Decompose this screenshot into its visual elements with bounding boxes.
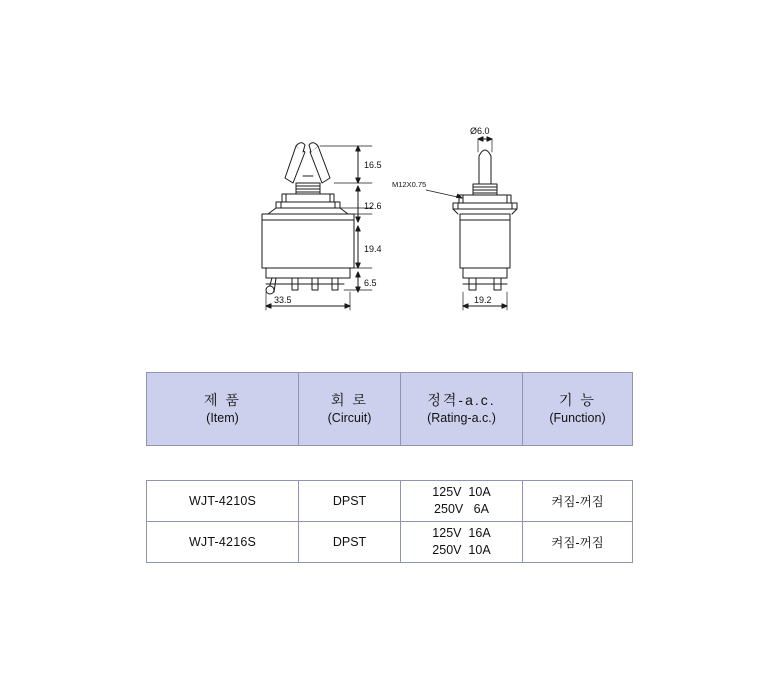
cell-circuit: DPST bbox=[299, 522, 401, 563]
dim-label-6-5: 6.5 bbox=[364, 278, 377, 288]
cell-rating-line1: 125V 10A bbox=[432, 485, 491, 500]
header-item-en: (Item) bbox=[206, 411, 239, 426]
header-rating-ko: 정격-a.c. bbox=[427, 392, 496, 409]
dim-label-diameter-6-0: Ø6.0 bbox=[470, 126, 490, 136]
header-cell-function bbox=[523, 373, 633, 446]
cell-item: WJT-4216S bbox=[147, 522, 299, 563]
spec-table-header bbox=[146, 372, 633, 446]
header-rating-en: (Rating-a.c.) bbox=[427, 411, 496, 426]
header-item-ko: 제 품 bbox=[204, 392, 241, 409]
header-cell-item bbox=[147, 373, 299, 446]
table-row bbox=[147, 522, 633, 563]
header-cell-circuit bbox=[299, 373, 401, 446]
header-function-en: (Function) bbox=[549, 411, 606, 426]
dim-label-12-6: 12.6 bbox=[364, 201, 382, 211]
table-row bbox=[147, 481, 633, 522]
table-header-row bbox=[147, 373, 633, 446]
dim-label-19-4: 19.4 bbox=[364, 244, 382, 254]
cell-rating bbox=[401, 522, 523, 563]
dim-label-16-5: 16.5 bbox=[364, 160, 382, 170]
cell-rating-line2: 250V 10A bbox=[432, 543, 491, 557]
spec-table-body bbox=[146, 480, 633, 563]
dim-label-19-2: 19.2 bbox=[474, 295, 492, 305]
cell-function: 켜짐-꺼짐 bbox=[523, 481, 633, 522]
cell-item: WJT-4210S bbox=[147, 481, 299, 522]
right-view-group bbox=[426, 137, 517, 310]
dim-label-33-5: 33.5 bbox=[274, 295, 292, 305]
left-view-group bbox=[262, 143, 372, 310]
dim-label-m12x075: M12X0.75 bbox=[392, 180, 427, 189]
header-circuit-en: (Circuit) bbox=[327, 411, 372, 426]
cell-rating-line2: 250V 6A bbox=[434, 502, 489, 516]
cell-circuit: DPST bbox=[299, 481, 401, 522]
header-circuit-ko: 회 로 bbox=[331, 392, 368, 409]
header-function-ko: 기 능 bbox=[559, 392, 596, 409]
header-cell-rating bbox=[401, 373, 523, 446]
cell-function: 켜짐-꺼짐 bbox=[523, 522, 633, 563]
cell-rating bbox=[401, 481, 523, 522]
cell-rating-line1: 125V 16A bbox=[432, 526, 491, 541]
